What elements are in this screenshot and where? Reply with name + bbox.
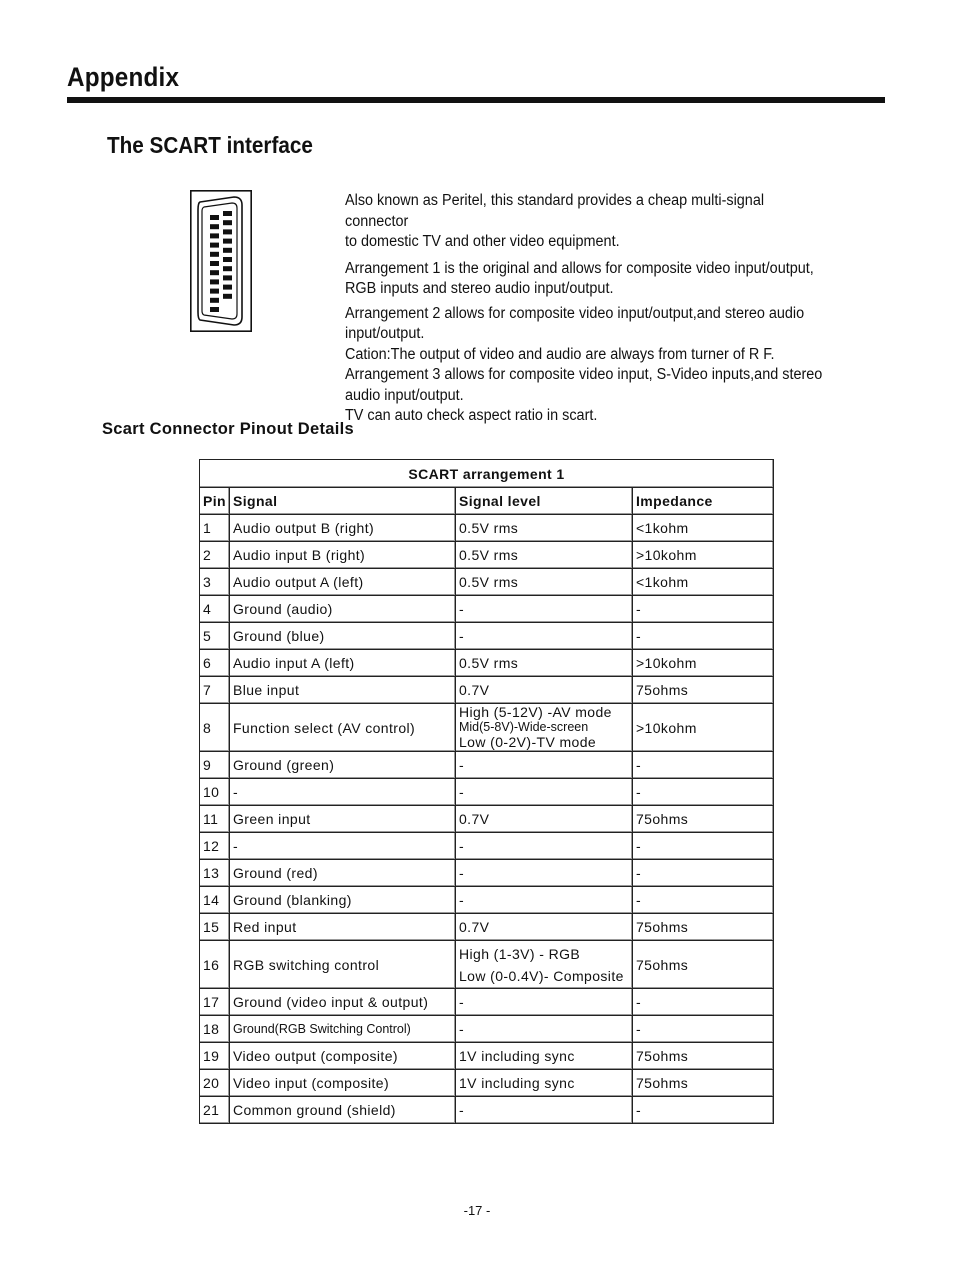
column-header-level: Signal level: [455, 488, 632, 515]
table-row: [200, 596, 774, 623]
scart-pin-contact: [223, 257, 232, 262]
impedance-cell: -: [632, 752, 773, 779]
scart-pin-contact: [210, 270, 219, 275]
pin-cell: 3: [200, 569, 230, 596]
impedance-cell: 75ohms: [632, 806, 773, 833]
signal-cell: Ground (blanking): [229, 887, 455, 914]
level-cell: -: [455, 1016, 632, 1043]
pinout-table: [199, 459, 774, 1124]
signal-cell: Ground (red): [229, 860, 455, 887]
signal-cell: -: [229, 833, 455, 860]
impedance-cell: 75ohms: [632, 677, 773, 704]
impedance-cell: -: [632, 860, 773, 887]
signal-cell: Red input: [229, 914, 455, 941]
signal-cell: Ground (blue): [229, 623, 455, 650]
impedance-cell: -: [632, 887, 773, 914]
level-cell: -: [455, 989, 632, 1016]
table-row: [200, 1097, 774, 1124]
impedance-cell: >10kohm: [632, 704, 773, 752]
impedance-cell: -: [632, 989, 773, 1016]
pin-cell: 17: [200, 989, 230, 1016]
description: [345, 191, 829, 427]
impedance-cell: 75ohms: [632, 914, 773, 941]
level-cell: 0.7V: [455, 677, 632, 704]
description-line: Arrangement 2 allows for composite video input/output,and stereo audio: [345, 304, 805, 322]
level-line: Low (0-2V)-TV mode: [458, 734, 597, 750]
signal-cell: Audio output B (right): [229, 515, 455, 542]
pin-cell: 9: [200, 752, 230, 779]
pin-cell: 12: [200, 833, 230, 860]
column-header-pin: Pin: [200, 488, 230, 515]
table-row: [200, 1016, 774, 1043]
level-cell: -: [455, 887, 632, 914]
table-row: [200, 1043, 774, 1070]
description-line: Arrangement 1 is the original and allows for composite video input/output,: [345, 259, 814, 277]
level-cell: -: [455, 1097, 632, 1124]
impedance-cell: >10kohm: [632, 542, 773, 569]
signal-cell: RGB switching control: [229, 941, 455, 989]
pin-cell: 18: [200, 1016, 230, 1043]
signal-cell: Audio input B (right): [229, 542, 455, 569]
impedance-cell: 75ohms: [632, 1043, 773, 1070]
scart-pin-contact: [210, 215, 219, 220]
scart-pin-contact: [223, 248, 232, 253]
table-row: [200, 569, 774, 596]
level-cell: 1V including sync: [455, 1070, 632, 1097]
table-row: [200, 806, 774, 833]
scart-pin-contact: [210, 289, 219, 294]
table-row: [200, 752, 774, 779]
signal-cell: Green input: [229, 806, 455, 833]
table-row: [200, 887, 774, 914]
level-cell: 0.5V rms: [455, 542, 632, 569]
pin-cell: 13: [200, 860, 230, 887]
signal-cell: -: [229, 779, 455, 806]
signal-cell: Ground (green): [229, 752, 455, 779]
signal-cell: Blue input: [229, 677, 455, 704]
level-line: High (1-3V) - RGB: [458, 945, 581, 962]
signal-cell: Audio output A (left): [229, 569, 455, 596]
description-line: Also known as Peritel, this standard provides a cheap multi-signal connector: [345, 192, 765, 230]
level-cell: -: [455, 752, 632, 779]
description-line: Arrangement 3 allows for composite video input, S-Video inputs,and stereo: [345, 366, 823, 383]
pin-cell: 1: [200, 515, 230, 542]
pin-cell: 8: [200, 704, 230, 752]
level-cell: 1V including sync: [455, 1043, 632, 1070]
scart-pin-contact: [223, 275, 232, 280]
description-line: to domestic TV and other video equipment.: [345, 233, 620, 250]
level-cell: 0.7V: [455, 806, 632, 833]
impedance-cell: >10kohm: [632, 650, 773, 677]
level-cell: -: [455, 623, 632, 650]
impedance-cell: -: [632, 779, 773, 806]
impedance-cell: -: [632, 833, 773, 860]
scart-pin-contact: [210, 233, 219, 238]
level-cell: -: [455, 860, 632, 887]
level-cell: -: [455, 779, 632, 806]
table-row: [200, 623, 774, 650]
table-row: [200, 677, 774, 704]
signal-cell: Video output (composite): [229, 1043, 455, 1070]
scart-pin-contact: [223, 294, 232, 299]
table-row: [200, 779, 774, 806]
section-title: The SCART interface: [107, 132, 313, 158]
pin-cell: 4: [200, 596, 230, 623]
level-line: High (5-12V) -AV mode: [458, 704, 612, 720]
pin-cell: 19: [200, 1043, 230, 1070]
level-cell: 0.7V: [455, 914, 632, 941]
scart-pin-contact: [223, 266, 232, 271]
description-line: Cation:The output of video and audio are always from turner of R F.: [345, 345, 775, 363]
table-row: [200, 914, 774, 941]
table-row: [200, 515, 774, 542]
table-row: [200, 860, 774, 887]
table-row: [200, 704, 774, 752]
pin-cell: 11: [200, 806, 230, 833]
impedance-cell: -: [632, 1016, 773, 1043]
table-row: [200, 989, 774, 1016]
level-cell: -: [455, 596, 632, 623]
signal-cell: Function select (AV control): [229, 704, 455, 752]
table-row: [200, 542, 774, 569]
pin-cell: 2: [200, 542, 230, 569]
impedance-cell: -: [632, 623, 773, 650]
signal-cell: Video input (composite): [229, 1070, 455, 1097]
table-row: [200, 1070, 774, 1097]
description-line: audio input/output.: [345, 386, 464, 404]
scart-pin-contact: [223, 239, 232, 244]
table-row: [200, 941, 774, 989]
pin-cell: 5: [200, 623, 230, 650]
pin-cell: 14: [200, 887, 230, 914]
impedance-cell: <1kohm: [632, 515, 773, 542]
column-header-impedance: Impedance: [632, 488, 773, 515]
title-rule: [67, 97, 885, 103]
scart-pin-contact: [210, 279, 219, 284]
scart-pin-contact: [210, 252, 219, 257]
scart-pin-contact: [223, 211, 232, 216]
pinout-title: Scart Connector Pinout Details: [102, 420, 354, 438]
table-title: SCART arrangement 1: [200, 460, 774, 488]
pin-cell: 16: [200, 941, 230, 989]
signal-cell: Ground (audio): [229, 596, 455, 623]
scart-pin-contact: [210, 243, 219, 248]
pin-cell: 21: [200, 1097, 230, 1124]
scart-pin-contact: [223, 220, 232, 225]
level-cell: 0.5V rms: [455, 650, 632, 677]
signal-cell: Ground (video input & output): [229, 989, 455, 1016]
scart-pin-contact: [210, 224, 219, 229]
level-cell: [455, 704, 632, 752]
scart-pin-contact: [210, 261, 219, 266]
signal-cell: Ground(RGB Switching Control): [229, 1016, 455, 1043]
pin-cell: 15: [200, 914, 230, 941]
page-title: Appendix: [67, 62, 180, 92]
page-number: -17 -: [463, 1203, 491, 1218]
level-line: Low (0-0.4V)- Composite: [458, 967, 624, 984]
impedance-cell: -: [632, 596, 773, 623]
pin-cell: 7: [200, 677, 230, 704]
impedance-cell: 75ohms: [632, 941, 773, 989]
table-row: [200, 833, 774, 860]
scart-pin-contact: [210, 298, 219, 303]
description-line: TV can auto check aspect ratio in scart.: [345, 407, 598, 424]
impedance-cell: -: [632, 1097, 773, 1124]
level-cell: 0.5V rms: [455, 515, 632, 542]
level-cell: -: [455, 833, 632, 860]
signal-cell: Audio input A (left): [229, 650, 455, 677]
description-line: RGB inputs and stereo audio input/output.: [345, 280, 614, 297]
scart-pin-contact: [223, 285, 232, 290]
pin-cell: 10: [200, 779, 230, 806]
level-line: Mid(5-8V)-Wide-screen: [458, 720, 589, 734]
impedance-cell: <1kohm: [632, 569, 773, 596]
scart-connector-icon: [190, 190, 252, 332]
table-header-row: [200, 488, 774, 515]
pin-cell: 20: [200, 1070, 230, 1097]
pin-cell: 6: [200, 650, 230, 677]
level-cell: 0.5V rms: [455, 569, 632, 596]
description-line: input/output.: [345, 325, 425, 342]
level-cell: [455, 941, 632, 989]
table-row: [200, 650, 774, 677]
impedance-cell: 75ohms: [632, 1070, 773, 1097]
signal-cell: Common ground (shield): [229, 1097, 455, 1124]
scart-pin-contact: [210, 307, 219, 312]
column-header-signal: Signal: [229, 488, 455, 515]
scart-pin-contact: [223, 229, 232, 234]
